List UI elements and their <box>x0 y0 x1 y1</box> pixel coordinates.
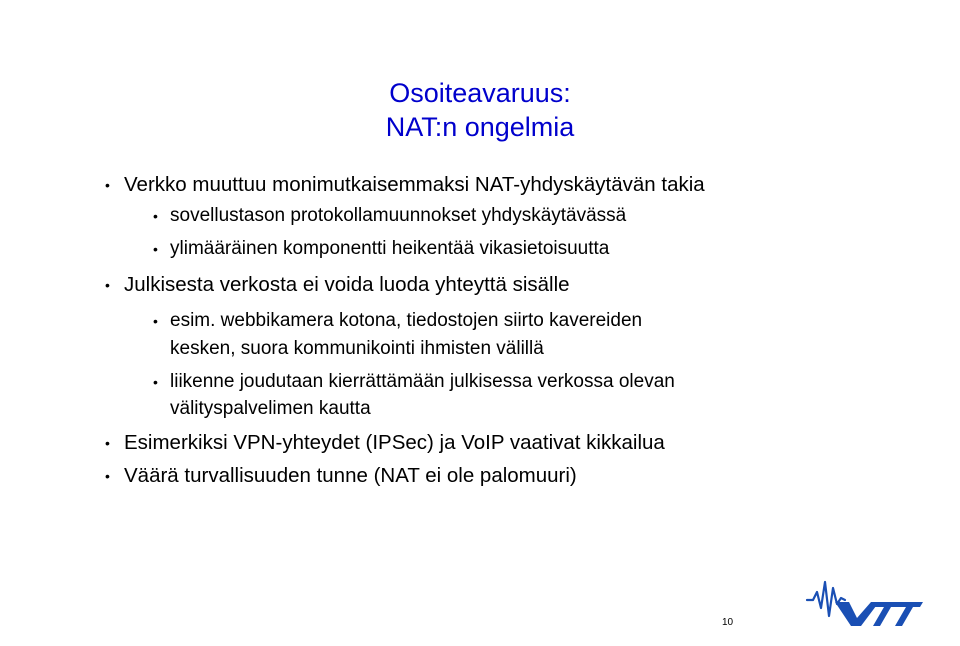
bullet-text: liikenne joudutaan kierrättämään julkisessa verkossa olevan <box>170 371 675 392</box>
bullet-text: Väärä turvallisuuden tunne (NAT ei ole palomuuri) <box>124 464 577 487</box>
vtt-logo <box>805 576 925 628</box>
bullet-text-continuation: välityspalvelimen kautta <box>170 398 371 419</box>
bullet-item <box>105 463 577 489</box>
bullet-text: sovellustason protokollamuunnokset yhdyskäytävässä <box>170 205 627 226</box>
title-line-1: Osoiteavaruus: <box>389 78 571 108</box>
bullet-dot-icon: • <box>153 374 158 390</box>
title-line-2: NAT:n ongelmia <box>385 112 575 142</box>
bullet-text-continuation: kesken, suora kommunikointi ihmisten välillä <box>170 338 544 359</box>
sub-bullet-item <box>153 369 675 395</box>
bullet-dot-icon: • <box>105 177 110 193</box>
bullet-item <box>105 272 570 298</box>
page-number: 10 <box>722 617 734 628</box>
sub-bullet-continuation <box>170 336 544 362</box>
sub-bullet-item <box>153 203 627 229</box>
bullet-dot-icon: • <box>105 277 110 293</box>
bullet-item <box>105 172 705 198</box>
bullet-text: esim. webbikamera kotona, tiedostojen siirto kavereiden <box>170 310 643 331</box>
sub-bullet-item <box>153 308 643 334</box>
sub-bullet-continuation <box>170 396 371 422</box>
bullet-text: ylimääräinen komponentti heikentää vikasietoisuutta <box>170 238 610 259</box>
bullet-item <box>105 430 665 456</box>
sub-bullet-item <box>153 236 610 262</box>
bullet-text: Esimerkiksi VPN-yhteydet (IPSec) ja VoIP vaativat kikkailua <box>124 431 665 454</box>
bullet-text: Julkisesta verkosta ei voida luoda yhteyttä sisälle <box>124 273 570 296</box>
bullet-dot-icon: • <box>105 468 110 484</box>
bullet-dot-icon: • <box>153 208 158 224</box>
bullet-dot-icon: • <box>105 435 110 451</box>
bullet-dot-icon: • <box>153 313 158 329</box>
bullet-text: Verkko muuttuu monimutkaisemmaksi NAT-yhdyskäytävän takia <box>124 173 705 196</box>
bullet-dot-icon: • <box>153 241 158 257</box>
